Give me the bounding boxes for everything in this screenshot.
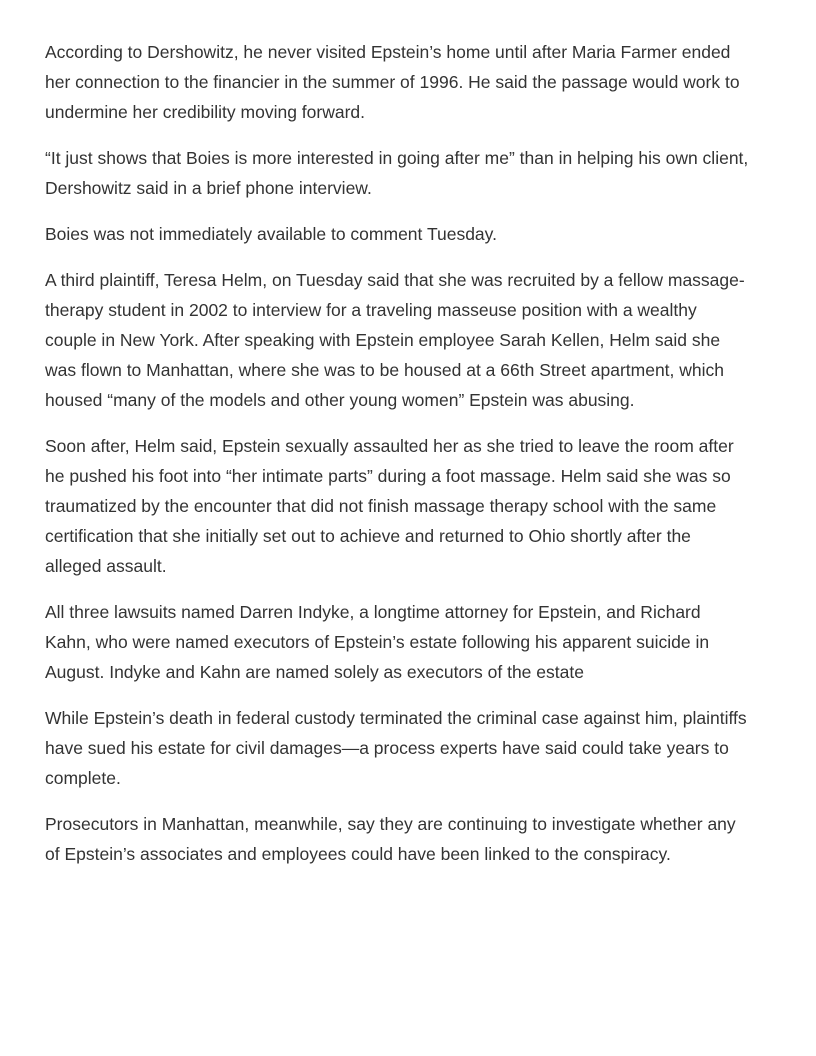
paragraph-dershowitz-quote: “It just shows that Boies is more interested in going after me” than in helping his own client, Dershowitz said in a brief phone interview. — [45, 148, 749, 198]
paragraph-teresa-helm-recruitment: A third plaintiff, Teresa Helm, on Tuesday said that she was recruited by a fellow massage- therapy student in 2002 to interview for a traveling masseuse position with a wealthy couple in New York. After speaking with Epstein employee Sarah Kellen, Helm said she was flown to Manhattan, where she was to be housed at a 66th Street apartment, which housed “many of the models and other young women” Epstein was abusing. — [45, 270, 745, 410]
paragraph-dershowitz-visit: According to Dershowitz, he never visited Epstein’s home until after Maria Farmer ended her connection to the financier in the summer of 1996. He said the passage would work to undermine her credibility moving forward. — [45, 42, 740, 122]
article-body — [45, 37, 785, 885]
paragraph-boies-comment: Boies was not immediately available to comment Tuesday. — [45, 224, 497, 244]
paragraph-helm-assault: Soon after, Helm said, Epstein sexually assaulted her as she tried to leave the room after he pushed his foot into “her intimate parts” during a foot massage. Helm said she was so traumatized by the encounter that did not finish massage therapy school with the same certification that she initially set out to achieve and returned to Ohio shortly after the alleged assault. — [45, 436, 734, 576]
paragraph-lawsuit-executors: All three lawsuits named Darren Indyke, a longtime attorney for Epstein, and Richard Kahn, who were named executors of Epstein’s estate following his apparent suicide in August. Indyke and Kahn are named solely as executors of the estate — [45, 602, 710, 682]
paragraph-prosecutors-investigation: Prosecutors in Manhattan, meanwhile, say they are continuing to investigate whether any of Epstein’s associates and employees could have been linked to the conspiracy. — [45, 814, 736, 864]
paragraph-civil-damages: While Epstein’s death in federal custody terminated the criminal case against him, plaintiffs have sued his estate for civil damages—a process experts have said could take years to complete. — [45, 708, 747, 788]
